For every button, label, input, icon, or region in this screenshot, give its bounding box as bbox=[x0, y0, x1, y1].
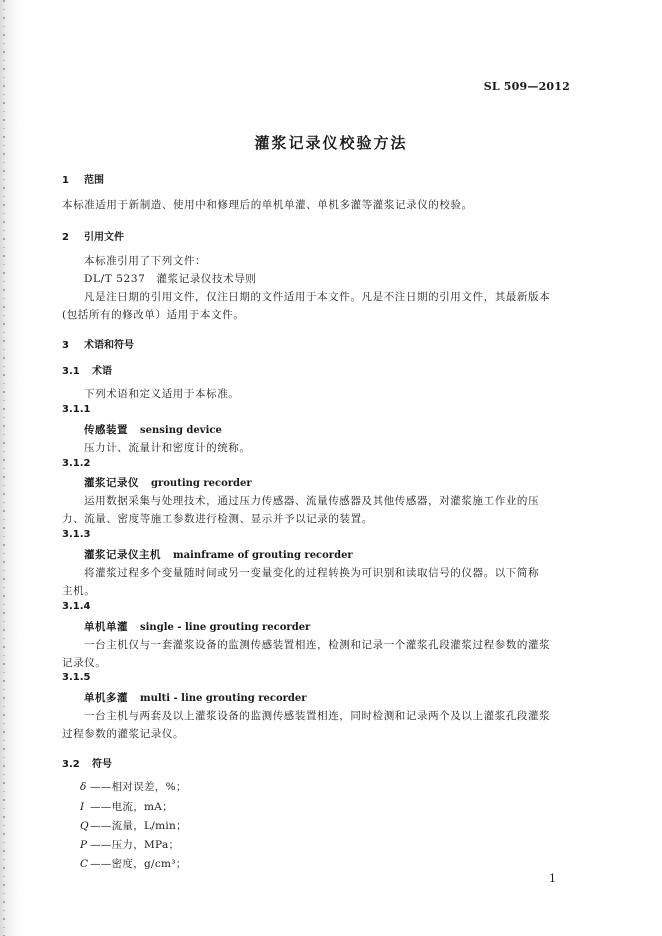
term-definition-line-2: 记录仪。 bbox=[62, 657, 107, 669]
term-definition-line-2: 力、流量、密度等施工参数进行检测、显示并予以记录的装置。 bbox=[62, 513, 373, 525]
subsection-3-2-heading bbox=[62, 755, 112, 770]
subsection-3-1-intro: 下列术语和定义适用于本标准。 bbox=[84, 388, 240, 400]
term-definition: 压力计、流量计和密度计的统称。 bbox=[84, 442, 251, 454]
term-chinese: 灌浆记录仪主机 bbox=[84, 549, 161, 561]
term-definition-line-1: 一台主机与两套及以上灌浆设备的监测传感装置相连，同时检测和记录两个及以上灌浆孔段灌浆 bbox=[84, 710, 551, 722]
symbol-description: ——压力，MPa； bbox=[90, 839, 180, 851]
clause-number: 3.1.2 bbox=[62, 458, 91, 469]
term-english: grouting recorder bbox=[151, 478, 252, 489]
subsection-title: 符号 bbox=[92, 759, 112, 770]
standard-code: SL 509—2012 bbox=[483, 80, 570, 93]
term-heading bbox=[84, 422, 222, 437]
section-number: 3 bbox=[62, 340, 69, 351]
term-chinese: 单机单灌 bbox=[84, 621, 128, 633]
symbol-entry bbox=[80, 799, 173, 814]
symbol: Q bbox=[80, 820, 89, 832]
section-number: 1 bbox=[62, 175, 69, 186]
term-chinese: 传感装置 bbox=[84, 424, 128, 436]
clause-number: 3.1.5 bbox=[62, 672, 91, 683]
section-2-paragraph-line-2: (包括所有的修改单）适用于本文件。 bbox=[62, 309, 245, 321]
referenced-document: DL/T 5237 灌浆记录仪技术导则 bbox=[84, 273, 257, 285]
term-heading bbox=[84, 619, 310, 634]
term-english: mainframe of grouting recorder bbox=[173, 550, 353, 561]
symbol-entry bbox=[80, 856, 187, 871]
term-heading bbox=[84, 547, 353, 562]
section-3-heading bbox=[62, 336, 134, 351]
section-title: 术语和符号 bbox=[84, 340, 134, 351]
section-title: 引用文件 bbox=[84, 232, 124, 243]
section-1-paragraph: 本标准适用于新制造、使用中和修理后的单机单灌、单机多灌等灌浆记录仪的校验。 bbox=[62, 199, 473, 211]
subsection-number: 3.1 bbox=[62, 366, 80, 377]
term-english: single - line grouting recorder bbox=[140, 622, 311, 633]
symbol-description: ——相对误差，%； bbox=[90, 781, 187, 793]
symbol-entry bbox=[80, 779, 187, 794]
symbol-description: ——流量，L/min； bbox=[90, 820, 187, 832]
section-2-heading bbox=[62, 228, 124, 243]
symbol-entry bbox=[80, 837, 179, 852]
section-title: 范围 bbox=[84, 175, 104, 186]
clause-number: 3.1.1 bbox=[62, 404, 91, 415]
symbol-entry bbox=[80, 818, 187, 833]
section-2-paragraph-line-1: 凡是注日期的引用文件，仅注日期的文件适用于本文件。凡是不注日期的引用文件，其最新版本 bbox=[84, 291, 551, 303]
term-definition-line-1: 一台主机仅与一套灌浆设备的监测传感装置相连，检测和记录一个灌浆孔段灌浆过程参数的灌浆 bbox=[84, 639, 551, 651]
term-definition-line-1: 运用数据采集与处理技术，通过压力传感器、流量传感器及其他传感器，对灌浆施工作业的压 bbox=[84, 495, 540, 507]
page-number: 1 bbox=[549, 872, 556, 885]
term-heading bbox=[84, 475, 252, 490]
section-2-intro: 本标准引用了下列文件： bbox=[84, 255, 207, 267]
clause-number: 3.1.3 bbox=[62, 529, 91, 540]
term-english: multi - line grouting recorder bbox=[140, 693, 307, 704]
section-number: 2 bbox=[62, 232, 69, 243]
term-heading bbox=[84, 690, 307, 705]
section-1-heading bbox=[62, 171, 104, 186]
subsection-title: 术语 bbox=[92, 366, 112, 377]
subsection-3-1-heading bbox=[62, 362, 112, 377]
term-chinese: 灌浆记录仪 bbox=[84, 477, 139, 489]
term-definition-line-2: 过程参数的灌浆记录仪。 bbox=[62, 728, 185, 740]
symbol-description: ——电流，mA； bbox=[90, 801, 173, 813]
clause-number: 3.1.4 bbox=[62, 601, 91, 612]
document-title: 灌浆记录仪校验方法 bbox=[254, 134, 408, 152]
symbol: P bbox=[80, 839, 88, 851]
term-definition-line-2: 主机。 bbox=[62, 585, 96, 597]
term-definition-line-1: 将灌浆过程多个变量随时间或另一变量变化的过程转换为可识别和读取信号的仪器。以下简称 bbox=[84, 567, 540, 579]
term-english: sensing device bbox=[140, 425, 222, 436]
subsection-number: 3.2 bbox=[62, 759, 80, 770]
term-chinese: 单机多灌 bbox=[84, 692, 128, 704]
symbol-description: ——密度，g/cm³； bbox=[90, 858, 187, 870]
symbol: C bbox=[80, 858, 89, 870]
symbol: I bbox=[80, 801, 85, 813]
symbol: δ bbox=[80, 781, 87, 793]
